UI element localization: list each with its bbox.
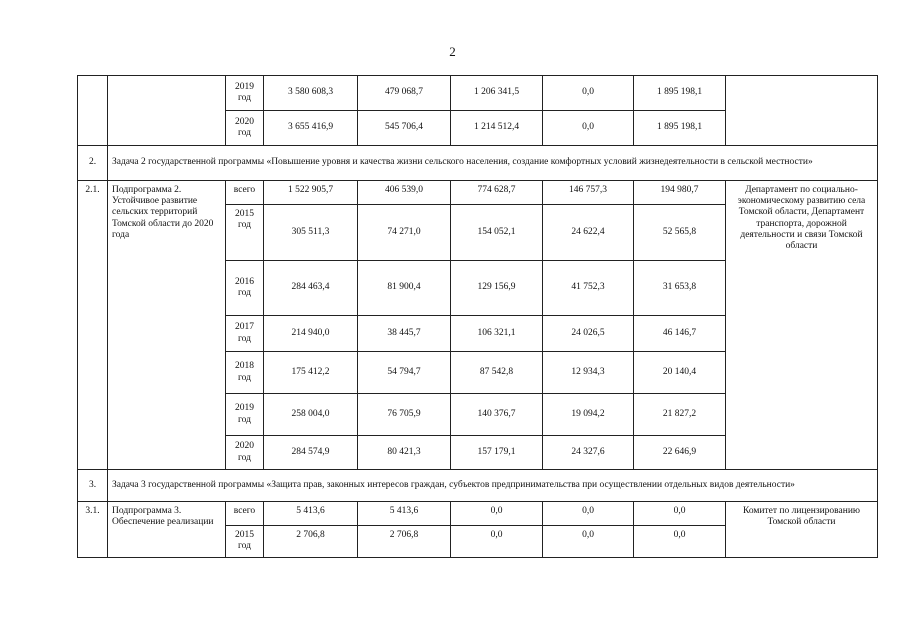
year-cell: 2020 год [226, 436, 264, 470]
value-cell: 0,0 [451, 526, 543, 558]
value-cell: 46 146,7 [634, 316, 726, 352]
executor-cell [726, 76, 878, 146]
value-cell: 3 580 608,3 [264, 76, 358, 111]
name-cell [108, 76, 226, 146]
value-cell: 258 004,0 [264, 394, 358, 436]
value-cell: 24 026,5 [543, 316, 634, 352]
value-cell: 3 655 416,9 [264, 111, 358, 146]
value-cell: 54 794,7 [358, 352, 451, 394]
value-cell: 76 705,9 [358, 394, 451, 436]
task-text: Задача 2 государственной программы «Повышение уровня и качества жизни сельского населения, создание комфортных условий жизнедеятельности в сельской местности» [108, 146, 878, 181]
year-cell: 2019 год [226, 394, 264, 436]
table-row [78, 76, 878, 111]
value-cell: 284 463,4 [264, 261, 358, 316]
year-cell: 2017 год [226, 316, 264, 352]
value-cell: 284 574,9 [264, 436, 358, 470]
task-number: 3. [78, 470, 108, 502]
value-cell: 0,0 [451, 502, 543, 526]
year-cell: 2015 год [226, 526, 264, 558]
total-label: всего [226, 181, 264, 205]
value-cell: 22 646,9 [634, 436, 726, 470]
value-cell: 19 094,2 [543, 394, 634, 436]
row-number-cell [78, 76, 108, 146]
total-label: всего [226, 502, 264, 526]
value-cell: 81 900,4 [358, 261, 451, 316]
value-cell: 21 827,2 [634, 394, 726, 436]
value-cell: 41 752,3 [543, 261, 634, 316]
funding-table [77, 75, 878, 558]
value-cell: 1 214 512,4 [451, 111, 543, 146]
task-number: 2. [78, 146, 108, 181]
value-cell: 0,0 [543, 526, 634, 558]
executor-text: Департамент по социально-экономическому развитию села Томской области, Департамент транспорта, дорожной деятельности и связи Томской области [726, 181, 878, 470]
value-cell: 214 940,0 [264, 316, 358, 352]
value-cell: 24 327,6 [543, 436, 634, 470]
value-cell: 24 622,4 [543, 205, 634, 261]
value-cell: 305 511,3 [264, 205, 358, 261]
subprogram-number: 3.1. [78, 502, 108, 558]
task-row [78, 470, 878, 502]
year-cell: 2018 год [226, 352, 264, 394]
table-row [78, 502, 878, 526]
value-cell: 5 413,6 [264, 502, 358, 526]
value-cell: 87 542,8 [451, 352, 543, 394]
subprogram-name: Подпрограмма 3. Обеспечение реализации [108, 502, 226, 558]
value-cell: 1 206 341,5 [451, 76, 543, 111]
subprogram-name: Подпрограмма 2. Устойчивое развитие сельских территорий Томской области до 2020 года [108, 181, 226, 470]
value-cell: 194 980,7 [634, 181, 726, 205]
task-text: Задача 3 государственной программы «Защита прав, законных интересов граждан, субъектов предпринимательства при осуществлении отдельных видов деятельности» [108, 470, 878, 502]
value-cell: 129 156,9 [451, 261, 543, 316]
executor-text: Комитет по лицензированию Томской области [726, 502, 878, 558]
value-cell: 74 271,0 [358, 205, 451, 261]
year-cell: 2015 год [226, 205, 264, 261]
value-cell: 175 412,2 [264, 352, 358, 394]
value-cell: 0,0 [543, 111, 634, 146]
value-cell: 140 376,7 [451, 394, 543, 436]
value-cell: 0,0 [543, 76, 634, 111]
value-cell: 146 757,3 [543, 181, 634, 205]
value-cell: 406 539,0 [358, 181, 451, 205]
value-cell: 0,0 [634, 502, 726, 526]
value-cell: 106 321,1 [451, 316, 543, 352]
value-cell: 52 565,8 [634, 205, 726, 261]
value-cell: 0,0 [634, 526, 726, 558]
table-row [78, 181, 878, 205]
value-cell: 1 895 198,1 [634, 111, 726, 146]
value-cell: 154 052,1 [451, 205, 543, 261]
year-cell: 2019 год [226, 76, 264, 111]
value-cell: 5 413,6 [358, 502, 451, 526]
value-cell: 2 706,8 [264, 526, 358, 558]
subprogram-number: 2.1. [78, 181, 108, 470]
value-cell: 38 445,7 [358, 316, 451, 352]
value-cell: 157 179,1 [451, 436, 543, 470]
value-cell: 12 934,3 [543, 352, 634, 394]
value-cell: 545 706,4 [358, 111, 451, 146]
value-cell: 0,0 [543, 502, 634, 526]
value-cell: 1 522 905,7 [264, 181, 358, 205]
page-number: 2 [449, 44, 456, 59]
year-cell: 2020 год [226, 111, 264, 146]
value-cell: 774 628,7 [451, 181, 543, 205]
value-cell: 20 140,4 [634, 352, 726, 394]
value-cell: 479 068,7 [358, 76, 451, 111]
value-cell: 2 706,8 [358, 526, 451, 558]
value-cell: 31 653,8 [634, 261, 726, 316]
task-row [78, 146, 878, 181]
value-cell: 80 421,3 [358, 436, 451, 470]
year-cell: 2016 год [226, 261, 264, 316]
value-cell: 1 895 198,1 [634, 76, 726, 111]
